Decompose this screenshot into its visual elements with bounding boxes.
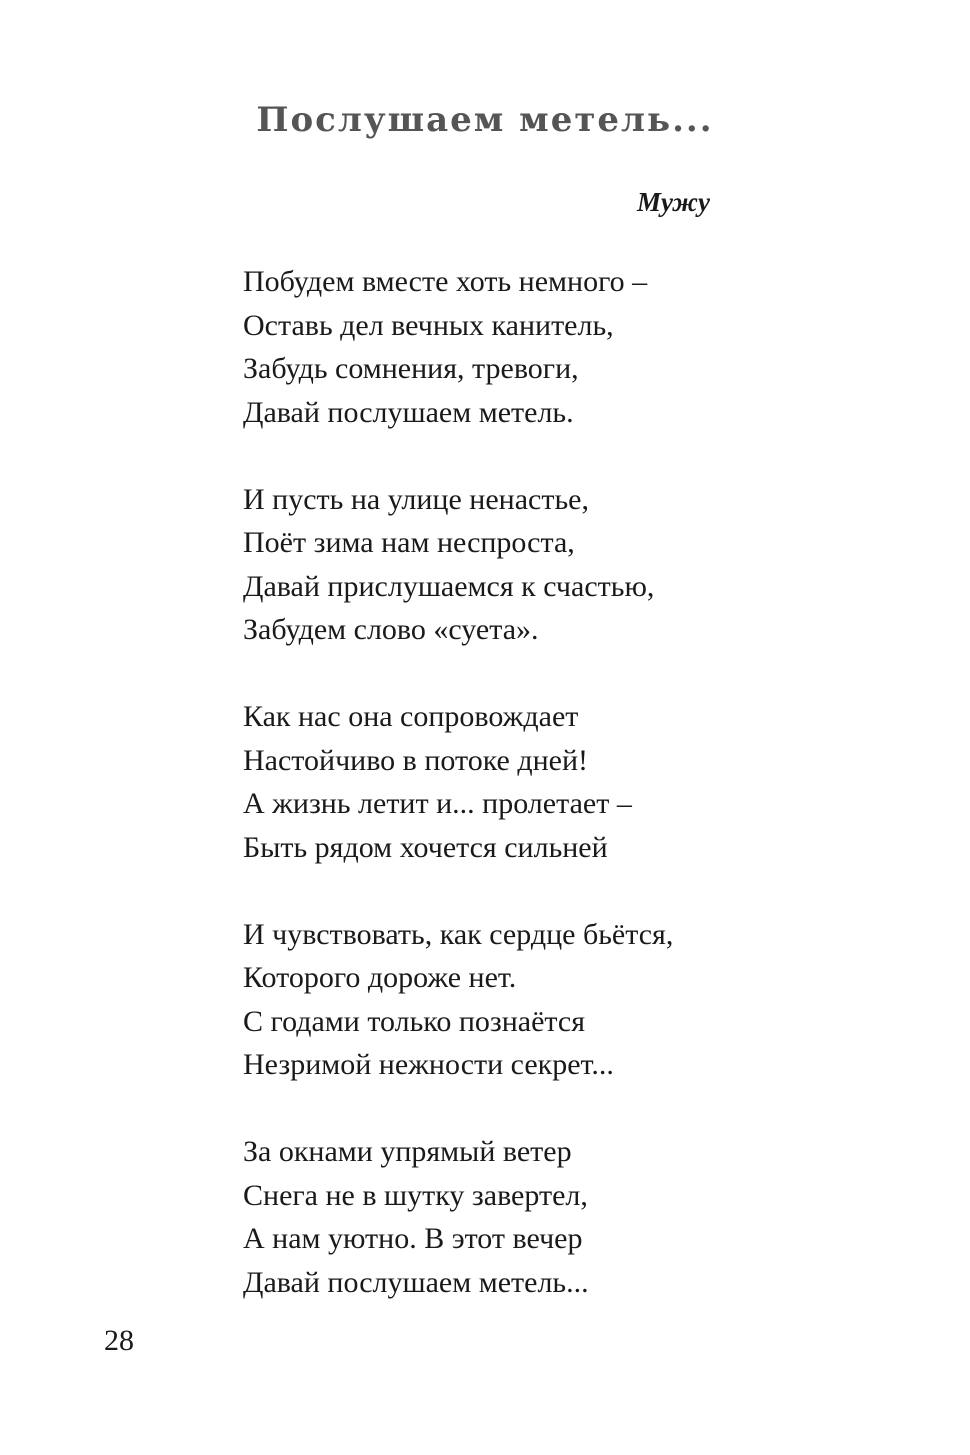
poem-line: Снега не в шутку завертел, (243, 1178, 588, 1212)
poem-line: Настойчиво в потоке дней! (243, 743, 589, 777)
stanza (243, 260, 803, 434)
stanza (243, 1130, 803, 1304)
poem-line: Забудем слово «суета». (243, 613, 539, 646)
poem-body (243, 260, 803, 1348)
poem-line: За окнами упрямый ветер (243, 1135, 572, 1168)
poem-line: И пусть на улице ненастье, (243, 482, 589, 516)
poem-line: И чувствовать, как сердце бьётся, (243, 917, 674, 951)
poem-title: Послушаем метель... (256, 100, 714, 140)
poem-line: Как нас она сопровождает (243, 700, 579, 733)
poem-line: А нам уютно. В этот вечер (243, 1222, 583, 1255)
poem-line: Давай прислушаемся к счастью, (243, 569, 655, 603)
stanza (243, 478, 803, 652)
poem-line: Забудь сомнения, тревоги, (243, 352, 579, 385)
poem-line: Давай послушаем метель... (243, 1265, 589, 1299)
poem-line: Оставь дел вечных канитель, (243, 308, 614, 342)
page-number: 28 (104, 1324, 134, 1357)
poem-line: С годами только познаётся (243, 1004, 586, 1038)
poem-line: Давай послушаем метель. (243, 395, 574, 429)
stanza (243, 695, 803, 869)
poem-dedication: Мужу (636, 187, 710, 217)
poem-line: Незримой нежности секрет... (243, 1048, 614, 1081)
poem-line: Побудем вместе хоть немного – (243, 265, 648, 298)
poem-line: Поёт зима нам неспроста, (243, 526, 575, 559)
poem-line: Которого дороже нет. (243, 961, 517, 994)
stanza (243, 913, 803, 1087)
poem-line: А жизнь летит и... пролетает – (243, 787, 632, 820)
poem-line: Быть рядом хочется сильней (243, 830, 608, 864)
